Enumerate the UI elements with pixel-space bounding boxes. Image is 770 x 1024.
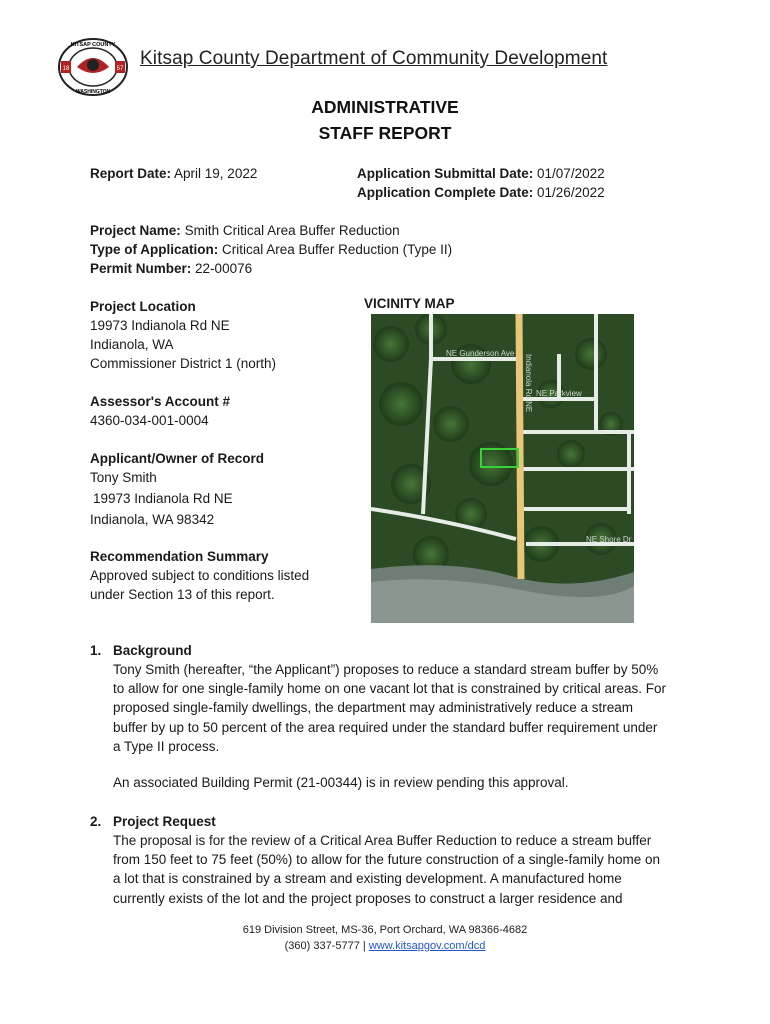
- section-2-line: from 150 feet to 75 feet (50%) to allow for the future construction of a single-family home on: [113, 852, 661, 868]
- footer-phone: (360) 337-5777: [284, 940, 360, 952]
- recommendation-block: [90, 547, 309, 604]
- footer-address: 619 Division Street, MS-36, Port Orchard, WA 98366-4682: [242, 924, 528, 936]
- report-date: [90, 164, 257, 183]
- report-date-label: Report Date:: [90, 166, 172, 181]
- complete-date-label: Application Complete Date:: [357, 185, 534, 200]
- department-name: Kitsap County Department of Community Development: [140, 48, 608, 69]
- project-location-label: Project Location: [90, 299, 196, 314]
- applicant-block: [90, 449, 264, 529]
- applicant-address2: Indianola, WA 98342: [90, 512, 215, 527]
- complete-date-value: 01/26/2022: [537, 185, 605, 200]
- footer-contact: [0, 938, 770, 954]
- project-name: [90, 221, 400, 240]
- section-1-extra: An associated Building Permit (21-00344) is in review pending this approval.: [113, 775, 569, 791]
- road-label-1: NE Gunderson Ave: [446, 349, 515, 358]
- svg-text:KITSAP COUNTY: KITSAP COUNTY: [70, 42, 116, 48]
- submittal-date: [357, 164, 605, 183]
- location-line1: 19973 Indianola Rd NE: [90, 318, 230, 333]
- applicant-address1: 19973 Indianola Rd NE: [93, 491, 233, 506]
- county-seal-logo: [57, 37, 129, 97]
- project-name-value: Smith Critical Area Buffer Reduction: [184, 223, 400, 238]
- recommendation-line1: Approved subject to conditions listed: [90, 568, 310, 583]
- footer-website-link[interactable]: www.kitsapgov.com/dcd: [368, 940, 486, 952]
- vicinity-map-label: VICINITY MAP: [364, 296, 455, 311]
- application-type-value: Critical Area Buffer Reduction (Type II): [222, 242, 453, 257]
- vicinity-map: [371, 314, 634, 623]
- report-date-value: April 19, 2022: [174, 166, 258, 181]
- footer-separator: |: [362, 940, 366, 952]
- section-1-line: a Type II process.: [113, 738, 220, 754]
- section-1-number: 1.: [90, 643, 102, 658]
- section-background: [90, 641, 686, 792]
- permit-number: [90, 259, 252, 278]
- permit-number-value: 22-00076: [195, 261, 253, 276]
- road-label-4: NE Shore Dr: [586, 535, 632, 544]
- section-project-request: [90, 812, 686, 908]
- project-location-block: [90, 297, 276, 373]
- road-label-3: NE Parkview: [536, 389, 582, 398]
- location-line3: Commissioner District 1 (north): [90, 356, 277, 371]
- complete-date: [357, 183, 605, 202]
- svg-text:18: 18: [62, 66, 70, 72]
- submittal-date-value: 01/07/2022: [537, 166, 605, 181]
- project-name-label: Project Name:: [90, 223, 181, 238]
- svg-text:WASHINGTON: WASHINGTON: [75, 89, 111, 95]
- submittal-date-label: Application Submittal Date:: [357, 166, 534, 181]
- section-2-line: currently exists of the lot and the project proposes to construct a larger residence and: [113, 890, 623, 906]
- application-type-label: Type of Application:: [90, 242, 219, 257]
- section-1-line: to allow for one single-family home on one vacant lot that is constrained by critical areas. For: [113, 681, 667, 697]
- section-1-line: buffer by up to 50 percent of the area required under the standard buffer requirement under: [113, 719, 658, 735]
- section-2-heading: Project Request: [113, 814, 216, 829]
- section-2-line: The proposal is for the review of a Critical Area Buffer Reduction to reduce a stream buffer: [113, 833, 652, 848]
- svg-text:57: 57: [116, 66, 124, 72]
- assessor-label: Assessor's Account #: [90, 394, 231, 409]
- assessor-block: [90, 392, 230, 430]
- section-1-heading: Background: [113, 643, 192, 658]
- location-line2: Indianola, WA: [90, 337, 174, 352]
- recommendation-label: Recommendation Summary: [90, 549, 269, 564]
- section-1-line: Tony Smith (hereafter, “the Applicant”) proposes to reduce a standard stream buffer by 50%: [113, 662, 659, 677]
- road-label-2: Indianola Rd NE: [524, 354, 533, 413]
- section-2-number: 2.: [90, 814, 102, 829]
- section-2-line: a lot that is constrained by a stream and existing development. A manufactured home: [113, 871, 622, 887]
- recommendation-line2: under Section 13 of this report.: [90, 587, 275, 602]
- permit-number-label: Permit Number:: [90, 261, 192, 276]
- section-1-line: proposed single-family dwellings, the department may administratively reduce a stream: [113, 700, 633, 716]
- report-title-line2: STAFF REPORT: [318, 123, 452, 143]
- report-title-line1: ADMINISTRATIVE: [311, 97, 459, 117]
- applicant-name: Tony Smith: [90, 470, 157, 485]
- application-type: [90, 240, 452, 259]
- assessor-value: 4360-034-001-0004: [90, 413, 209, 428]
- applicant-label: Applicant/Owner of Record: [90, 451, 265, 466]
